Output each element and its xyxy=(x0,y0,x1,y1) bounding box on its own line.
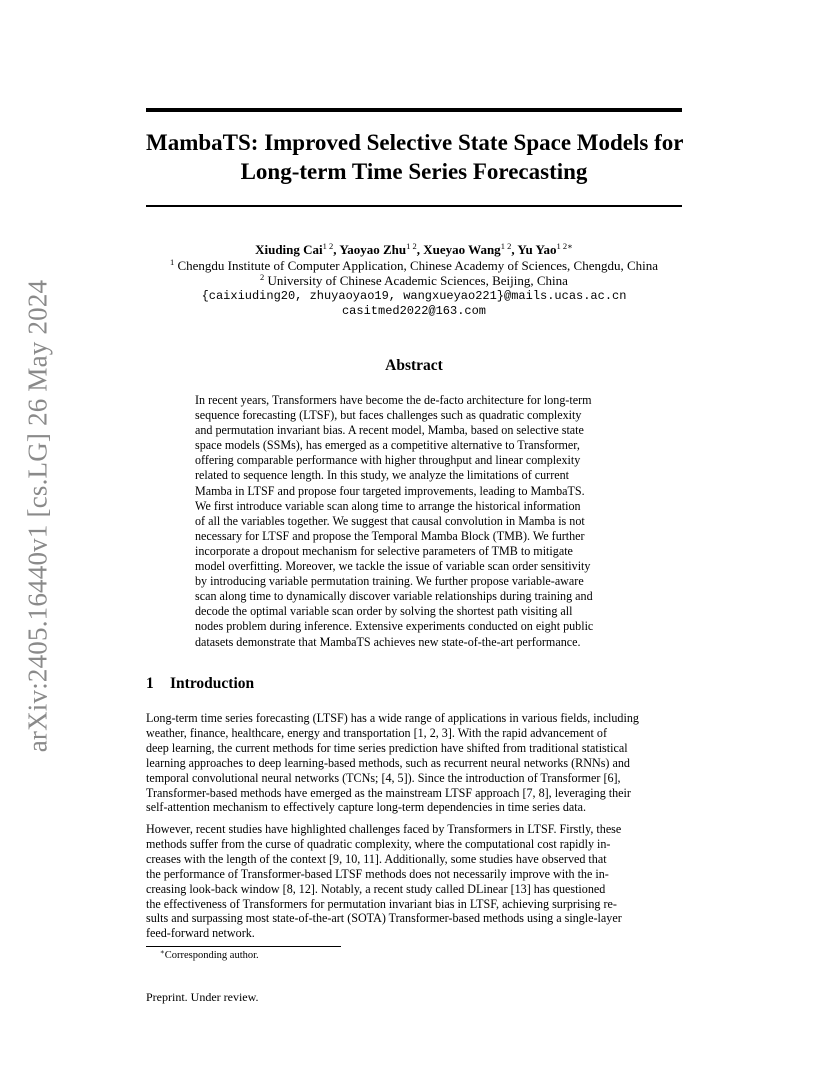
paragraph-line: Long-term time series forecasting (LTSF) has a wide range of applications in various fields, including xyxy=(146,711,639,725)
abstract-line: and permutation invariant bias. A recent model, Mamba, based on selective state xyxy=(195,423,584,438)
footnote-mark: ∗ xyxy=(160,948,165,956)
author-name: Xueyao Wang xyxy=(423,242,501,257)
intro-paragraph-1 xyxy=(146,711,686,815)
author-separator: , xyxy=(333,242,340,257)
paragraph-line: Transformer-based methods have emerged as the mainstream LTSF approach [7, 8], leveraging their xyxy=(146,785,631,800)
paragraph-line: methods suffer from the curse of quadratic complexity, where the computational cost rapidly in- xyxy=(146,836,611,851)
abstract-line: of all the variables together. We suggest that causal convolution in Mamba is not xyxy=(195,513,585,528)
abstract-line: decode the optimal variable scan order by solving the shortest path visiting all xyxy=(195,604,573,619)
paragraph-line: creasing look-back window [8, 12]. Notably, a recent study called DLinear [13] has questioned xyxy=(146,881,606,896)
abstract-line: datasets demonstrate that MambaTS achieves new state-of-the-art performance. xyxy=(195,634,581,649)
author-block xyxy=(146,242,682,320)
author-list xyxy=(146,242,682,258)
preprint-notice: Preprint. Under review. xyxy=(146,990,259,1004)
abstract-line: offering comparable performance with higher throughput and linear complexity xyxy=(195,453,581,468)
abstract-line: related to sequence length. In this study, we analyze the limitations of current xyxy=(195,468,570,483)
abstract-line: incorporate a dropout mechanism for selective parameters of TMB to mitigate xyxy=(195,543,573,558)
title-line-2: Long-term Time Series Forecasting xyxy=(240,159,588,184)
abstract-line: by introducing variable permutation training. We further propose variable-aware xyxy=(195,574,584,589)
paper-title xyxy=(146,128,682,186)
footnote-rule xyxy=(146,946,341,947)
author-name: Yaoyao Zhu xyxy=(339,242,407,257)
intro-paragraph-2 xyxy=(146,822,686,941)
paragraph-line: deep learning, the current methods for time series prediction have shifted from traditional statistical xyxy=(146,740,628,755)
abstract-line: necessary for LTSF and propose the Temporal Mamba Block (TMB). We further xyxy=(195,528,585,543)
author-affiliation-mark: 1 2 xyxy=(406,241,417,251)
arxiv-identifier-stamp: arXiv:2405.16440v1 [cs.LG] 26 May 2024 xyxy=(22,279,53,753)
abstract-body xyxy=(195,393,635,650)
affiliation-mark: 2 xyxy=(260,272,265,282)
paragraph-line: the performance of Transformer-based LTSF methods does not necessarily improve with the in- xyxy=(146,866,609,881)
author-separator: , xyxy=(416,242,424,257)
title-top-rule xyxy=(146,108,682,112)
paragraph-line: learning approaches to deep learning-based methods, such as recurrent neural networks (RNNs) and xyxy=(146,755,630,770)
section-title: Introduction xyxy=(170,675,255,692)
section-heading-introduction xyxy=(146,675,254,693)
affiliation-text: University of Chinese Academic Sciences, Beijing, China xyxy=(267,273,568,288)
paragraph-line: self-attention mechanism to effectively capture long-term dependencies in time series data. xyxy=(146,800,587,815)
paragraph-line: sults and surpassing most state-of-the-art (SOTA) Transformer-based methods using a single-layer xyxy=(146,911,622,926)
paragraph-line: However, recent studies have highlighted challenges faced by Transformers in LTSF. Firstly, these xyxy=(146,822,622,836)
author-affiliation-mark: 1 2∗ xyxy=(556,241,573,251)
paragraph-line: weather, finance, healthcare, energy and transportation [1, 2, 3]. With the rapid advancement of xyxy=(146,725,607,740)
author-affiliation-mark: 1 2 xyxy=(322,241,334,251)
author-name: Xiuding Cai xyxy=(255,242,323,257)
author-name: Yu Yao xyxy=(517,242,557,257)
author-separator: , xyxy=(511,242,518,257)
abstract-line: In recent years, Transformers have become the de-facto architecture for long-term xyxy=(195,393,592,407)
abstract-line: model overfitting. Moreover, we tackle the issue of variable scan order sensitivity xyxy=(195,559,591,574)
abstract-line: scan along time to dynamically discover variable relationships during training and xyxy=(195,589,593,604)
paragraph-line: feed-forward network. xyxy=(146,926,255,941)
abstract-line: Mamba in LTSF and propose four targeted improvements, leading to MambaTS. xyxy=(195,483,585,498)
footnote xyxy=(160,950,259,961)
abstract-line: We first introduce variable scan along time to arrange the historical information xyxy=(195,498,581,513)
affiliation-mark: 1 xyxy=(169,256,175,267)
affiliation-1 xyxy=(146,258,682,274)
author-affiliation-mark: 1 2 xyxy=(500,241,512,251)
abstract-line: space models (SSMs), has emerged as a competitive alternative to Transformer, xyxy=(195,438,580,453)
email-line-1: {caixiuding20, zhuyaoyao19, wangxueyao221}@mails.ucas.ac.cn xyxy=(201,288,627,303)
paragraph-line: temporal convolutional neural networks (TCNs; [4, 5]). Since the introduction of Transformer [6], xyxy=(146,770,621,785)
affiliation-text: Chengdu Institute of Computer Application, Chinese Academy of Sciences, Chengdu, China xyxy=(177,257,659,273)
title-bottom-rule xyxy=(146,205,682,207)
title-line-1: MambaTS: Improved Selective State Space Models for xyxy=(146,130,684,155)
abstract-heading: Abstract xyxy=(385,357,443,374)
abstract-line: nodes problem during inference. Extensive experiments conducted on eight public xyxy=(195,619,594,634)
footnote-text: Corresponding author. xyxy=(164,950,259,961)
section-number: 1 xyxy=(146,675,154,692)
affiliation-2 xyxy=(146,273,682,289)
abstract-line: sequence forecasting (LTSF), but faces challenges such as quadratic complexity xyxy=(195,408,582,423)
paragraph-line: creases with the length of the context [9, 10, 11]. Additionally, some studies have observed that xyxy=(146,851,607,866)
email-line-2: casitmed2022@163.com xyxy=(341,304,487,318)
paragraph-line: the effectiveness of Transformers for permutation invariant bias in LTSF, achieving surprising re- xyxy=(146,896,617,911)
